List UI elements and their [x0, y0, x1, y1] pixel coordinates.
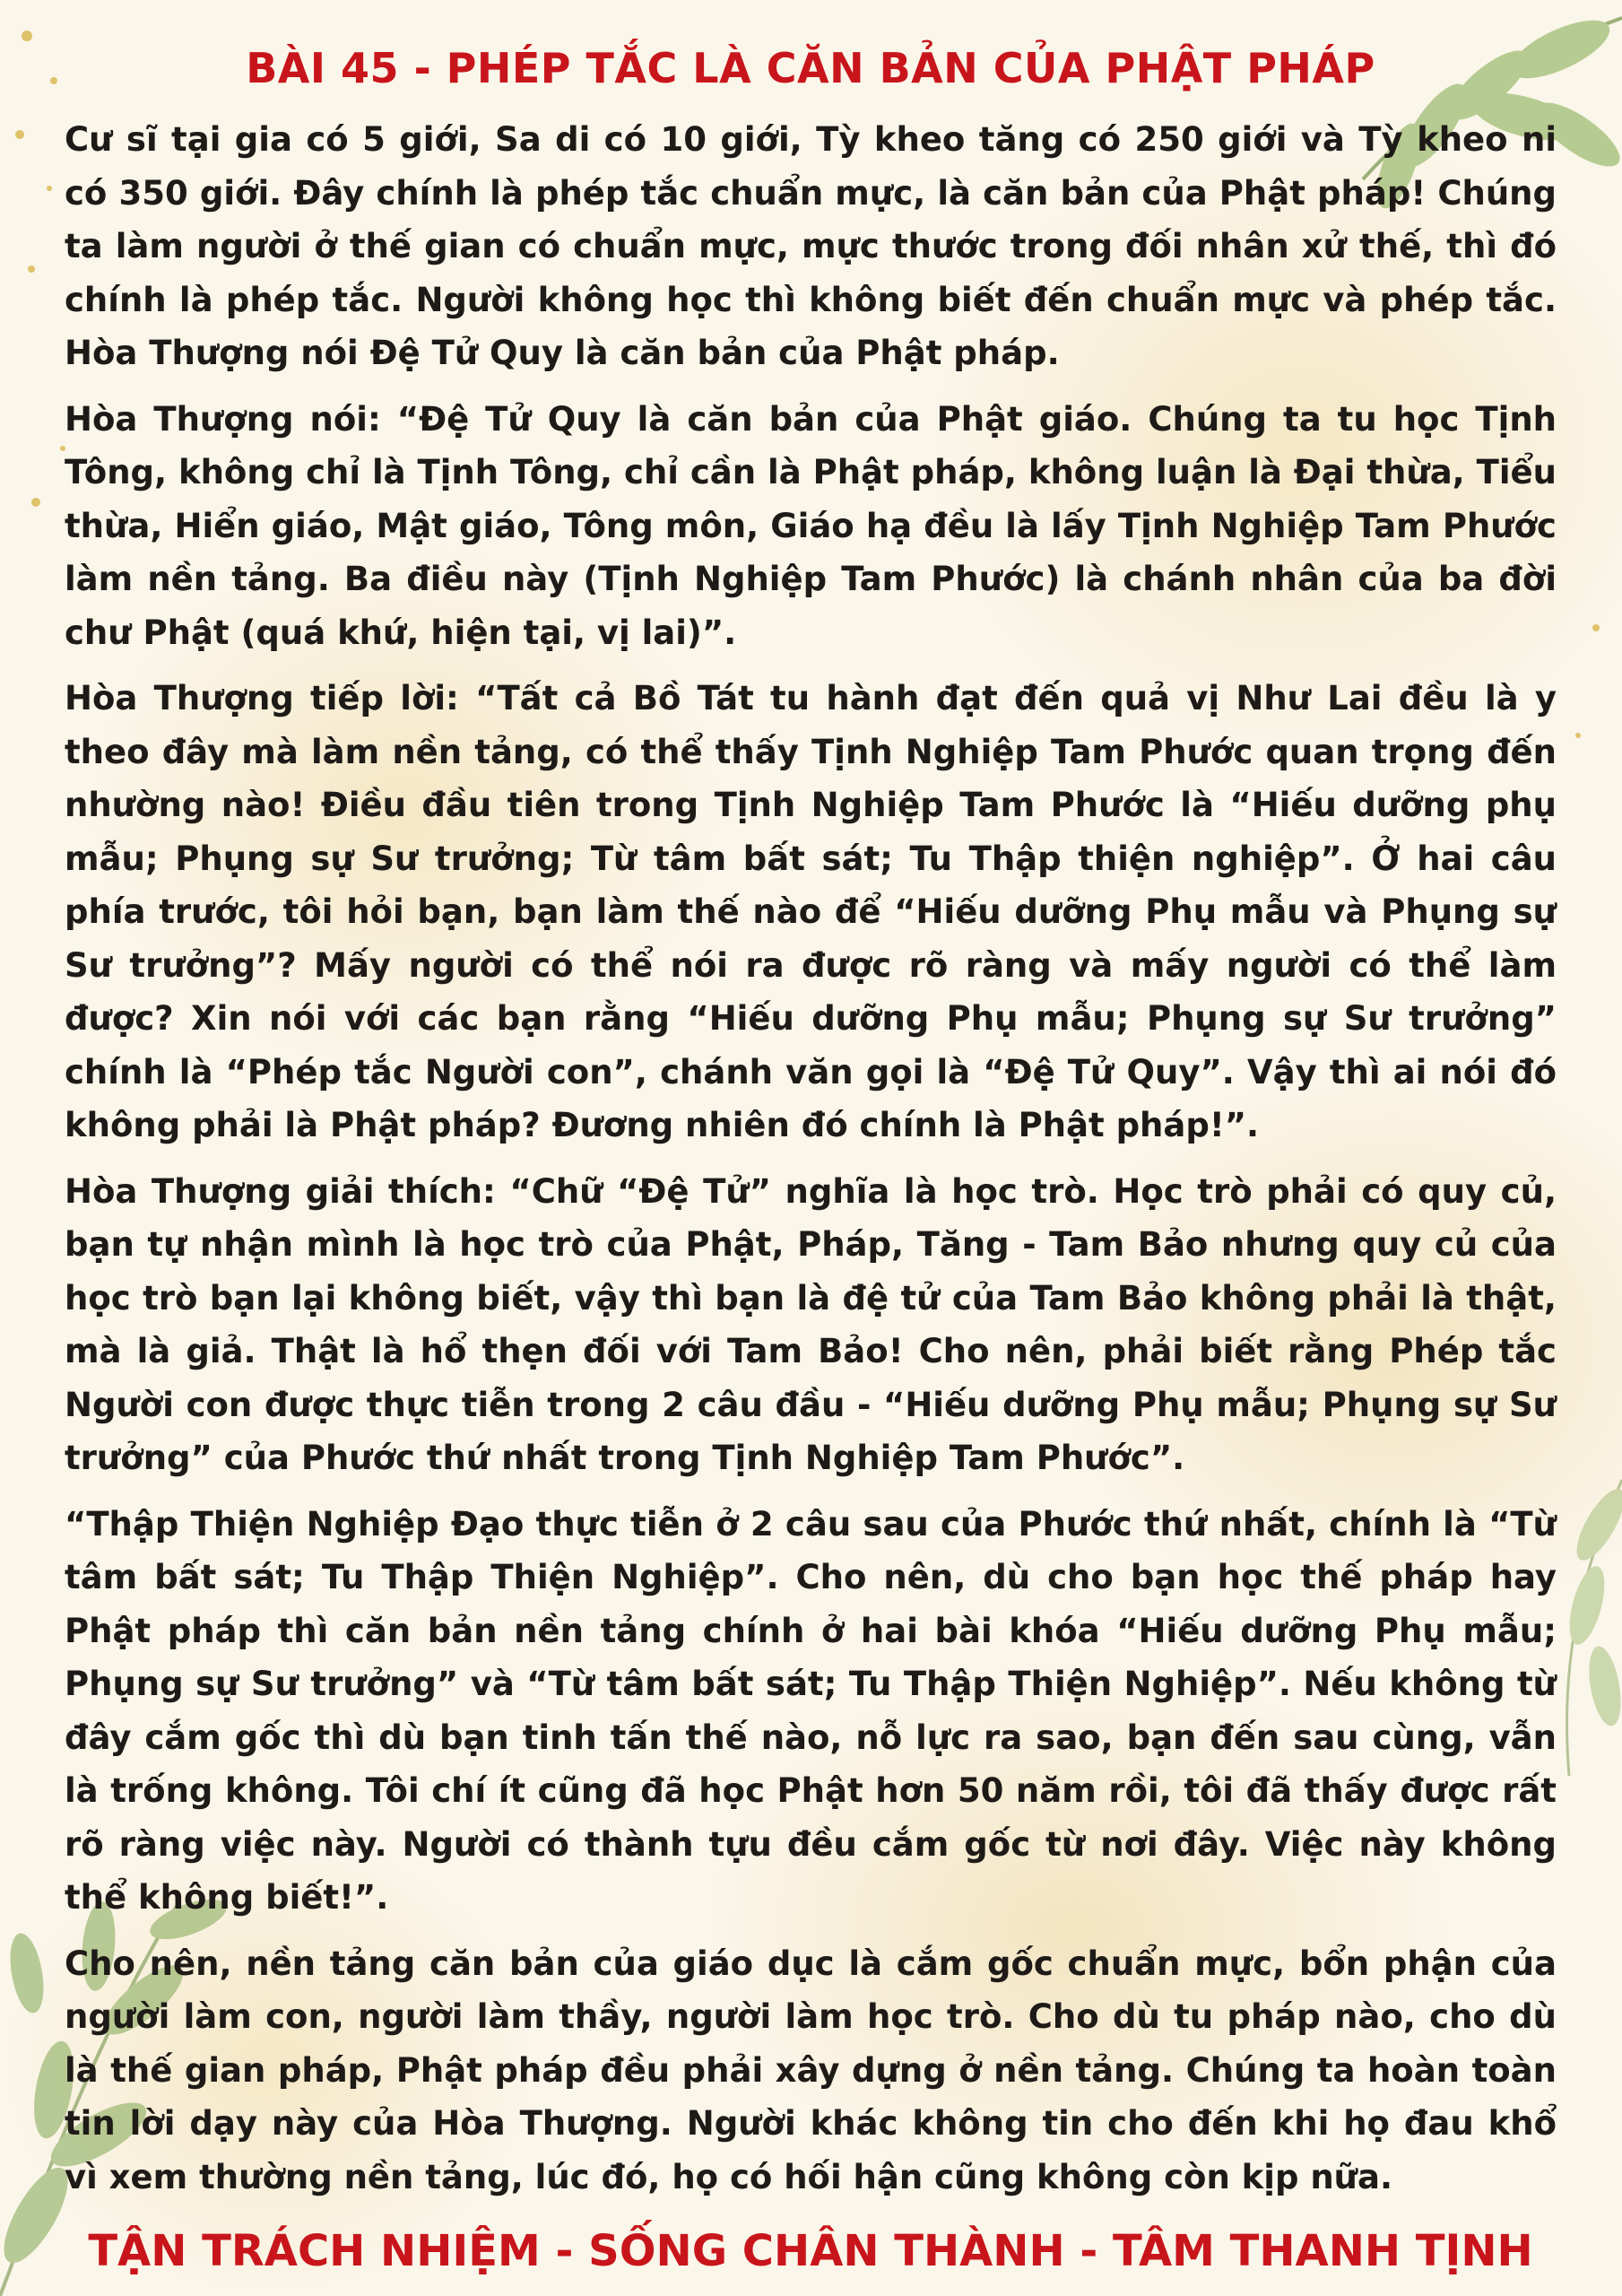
paragraph: Hòa Thượng tiếp lời: “Tất cả Bồ Tát tu hành đạt đến quả vị Như Lai đều là y theo đây mà làm nền tảng, có thể thấy Tịnh Nghiệp Tam Phước quan trọng đến nhường nào! Điều đầu tiên trong Tịnh Nghiệp Tam Phước là “Hiếu dưỡng phụ mẫu; Phụng sự Sư trưởng; Từ tâm bất sát; Tu Thập thiện nghiệp”. Ở hai câu phía trước, tôi hỏi bạn, bạn làm thế nào để “Hiếu dưỡng Phụ mẫu và Phụng sự Sư trưởng”? Mấy người có thể nói ra được rõ ràng và mấy người có thể làm được? Xin nói với các bạn rằng “Hiếu dưỡng Phụ mẫu; Phụng sự Sư trưởng” chính là “Phép tắc Người con”, chánh văn gọi là “Đệ Tử Quy”. Vậy thì ai nói đó không phải là Phật pháp? Đương nhiên đó chính là Phật pháp!”. [65, 679, 1557, 1144]
motto-footer: TẬN TRÁCH NHIỆM - SỐNG CHÂN THÀNH - TÂM THANH TỊNH [88, 2226, 1533, 2276]
paragraph: Hòa Thượng nói: “Đệ Tử Quy là căn bản của Phật giáo. Chúng ta tu học Tịnh Tông, không chỉ là Tịnh Tông, chỉ cần là Phật pháp, không luận là Đại thừa, Tiểu thừa, Hiển giáo, Mật giáo, Tông môn, Giáo hạ đều là lấy Tịnh Nghiệp Tam Phước làm nền tảng. Ba điều này (Tịnh Nghiệp Tam Phước) là chánh nhân của ba đời chư Phật (quá khứ, hiện tại, vị lai)”. [65, 399, 1557, 652]
paragraph: “Thập Thiện Nghiệp Đạo thực tiễn ở 2 câu sau của Phước thứ nhất, chính là “Từ tâm bất sát; Tu Thập Thiện Nghiệp”. Cho nên, dù cho bạn học thế pháp hay Phật pháp thì căn bản nền tảng chính ở hai bài khóa “Hiếu dưỡng Phụ mẫu; Phụng sự Sư trưởng” và “Từ tâm bất sát; Tu Thập Thiện Nghiệp”. Nếu không từ đây cắm gốc thì dù bạn tinh tấn thế nào, nỗ lực ra sao, bạn đến sau cùng, vẫn là trống không. Tôi chí ít cũng đã học Phật hơn 50 năm rồi, tôi đã thấy được rất rõ ràng việc này. Người có thành tựu đều cắm gốc từ nơi đây. Việc này không thể không biết!”. [65, 1504, 1557, 1917]
document-page [65, 39, 1557, 2281]
paragraph: Hòa Thượng giải thích: “Chữ “Đệ Tử” nghĩa là học trò. Học trò phải có quy củ, bạn tự nhận mình là học trò của Phật, Pháp, Tăng - Tam Bảo nhưng quy củ của học trò bạn lại không biết, vậy thì bạn là đệ tử của Tam Bảo không phải là thật, mà là giả. Thật là hổ thẹn đối với Tam Bảo! Cho nên, phải biết rằng Phép tắc Người con được thực tiễn trong 2 câu đầu - “Hiếu dưỡng Phụ mẫu; Phụng sự Sư trưởng” của Phước thứ nhất trong Tịnh Nghiệp Tam Phước”. [65, 1171, 1557, 1477]
document-title: BÀI 45 - PHÉP TẮC LÀ CĂN BẢN CỦA PHẬT PHÁP [246, 44, 1375, 92]
paragraph: Cư sĩ tại gia có 5 giới, Sa di có 10 giới, Tỳ kheo tăng có 250 giới và Tỳ kheo ni có 350 giới. Đây chính là phép tắc chuẩn mực, là căn bản của Phật pháp! Chúng ta làm người ở thế gian có chuẩn mực, mực thước trong đối nhân xử thế, thì đó chính là phép tắc. Người không học thì không biết đến chuẩn mực và phép tắc. Hòa Thượng nói Đệ Tử Quy là căn bản của Phật pháp. [65, 120, 1557, 372]
paragraph: Cho nên, nền tảng căn bản của giáo dục là cắm gốc chuẩn mực, bổn phận của người làm con, người làm thầy, người làm học trò. Cho dù tu pháp nào, cho dù là thế gian pháp, Phật pháp đều phải xây dựng ở nền tảng. Chúng ta hoàn toàn tin lời dạy này của Hòa Thượng. Người khác không tin cho đến khi họ đau khổ vì xem thường nền tảng, lúc đó, họ có hối hận cũng không còn kịp nữa. [65, 1944, 1557, 2196]
